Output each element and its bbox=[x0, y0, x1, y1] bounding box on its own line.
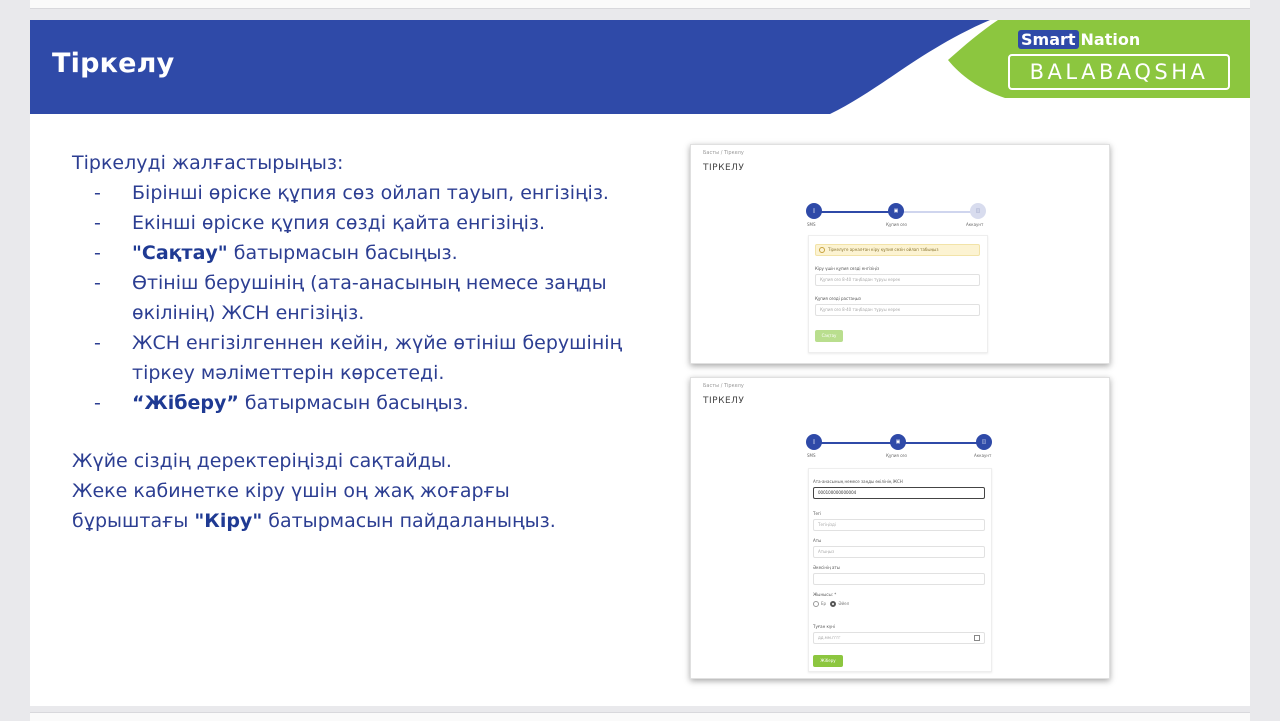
account-form-card: Ата-анасының немесе заңды өкілінің ЖСН 000100000000004 Тегі Тегіңізді Аты Атыңыз Әкесінің аты Жынысы: * Ер Әйел Туған күні дд.мм.гггг Жіберу bbox=[808, 468, 992, 672]
slide-title: Тіркелу bbox=[52, 48, 175, 79]
password-field[interactable]: Құпия сөз 8-40 таңбадан тұруы керек bbox=[815, 274, 980, 286]
confirm-password-field[interactable]: Құпия сөз 8-40 таңбадан тұруы керек bbox=[815, 304, 980, 316]
patronymic-field[interactable] bbox=[813, 573, 985, 585]
breadcrumb: Басты / Тіркелу bbox=[703, 150, 744, 156]
intro-text: Тіркелуді жалғастырыңыз: bbox=[72, 152, 344, 174]
iin-field[interactable]: 000100000000004 bbox=[813, 487, 985, 499]
step-item: - Екінші өріске құпия сөзді қайта енгізіңіз. bbox=[94, 212, 546, 234]
header-banner bbox=[30, 20, 1250, 114]
smartnation-balabaqsha-logo: Smart Nation BALABAQSHA bbox=[1008, 30, 1230, 90]
warning-icon bbox=[819, 247, 825, 253]
birthdate-field[interactable]: дд.мм.гггг bbox=[813, 632, 985, 644]
calendar-icon[interactable] bbox=[974, 635, 980, 641]
previous-slide-edge bbox=[30, 0, 1250, 9]
screenshot-account-step bbox=[690, 377, 1110, 679]
registration-stepper: ▯ ▣ ◫ SMS Құпия сөз Аккаунт bbox=[806, 203, 986, 229]
step-account-icon: ◫ bbox=[976, 434, 992, 450]
page-title: ТІРКЕЛУ bbox=[703, 396, 745, 406]
step-sms-icon: ▯ bbox=[806, 203, 822, 219]
registration-stepper: ▯ ▣ ◫ SMS Құпия сөз Аккаунт bbox=[806, 434, 996, 460]
surname-field[interactable]: Тегіңізді bbox=[813, 519, 985, 531]
steps-list bbox=[72, 178, 632, 418]
slide bbox=[30, 20, 1250, 706]
step-item: - ЖСН енгізілгеннен кейін, жүйе өтініш берушінің тіркеу мәліметтерін көрсетеді. bbox=[94, 332, 623, 384]
step-account-icon: ◫ bbox=[970, 203, 986, 219]
name-field[interactable]: Атыңыз bbox=[813, 546, 985, 558]
step-item: - Өтініш берушінің (ата-анасының немесе заңды өкілінің) ЖСН енгізіңіз. bbox=[94, 272, 607, 324]
outro-text: Жүйе сіздің деректеріңізді сақтайды. Жеке кабинетке кіру үшін оң жақ жоғарғы бұрыштағы "Кіру" батырмасын пайдаланыңыз. bbox=[72, 450, 556, 532]
save-button[interactable]: Сақтау bbox=[815, 330, 843, 342]
step-item: - “Жіберу” батырмасын басыңыз. bbox=[94, 392, 469, 414]
step-password-icon: ▣ bbox=[888, 203, 904, 219]
instructions-text bbox=[72, 148, 632, 536]
step-sms-icon: ▯ bbox=[806, 434, 822, 450]
page-title: ТІРКЕЛУ bbox=[703, 163, 745, 173]
step-item: - "Сақтау" батырмасын басыңыз. bbox=[94, 242, 458, 264]
send-button[interactable]: Жіберу bbox=[813, 655, 843, 667]
step-password-icon: ▣ bbox=[890, 434, 906, 450]
password-form-card: Тіркелуге арналған кіру құпия сөзін ойлап табыңыз Кіру үшін құпия сөзді енгізіңіз Құпия сөз 8-40 таңбадан тұруы керек Құпия сөзді растаңыз Құпия сөз 8-40 таңбадан тұруы керек Сақтау bbox=[808, 235, 988, 353]
step-item: - Бірінші өріске құпия сөз ойлап тауып, енгізіңіз. bbox=[94, 182, 609, 204]
breadcrumb: Басты / Тіркелу bbox=[703, 383, 744, 389]
screenshot-password-step bbox=[690, 144, 1110, 364]
radio-male[interactable] bbox=[813, 601, 819, 607]
radio-female[interactable] bbox=[830, 601, 836, 607]
info-alert: Тіркелуге арналған кіру құпия сөзін ойлап табыңыз bbox=[815, 244, 980, 256]
gender-radio-group[interactable]: Ер Әйел bbox=[813, 601, 849, 607]
